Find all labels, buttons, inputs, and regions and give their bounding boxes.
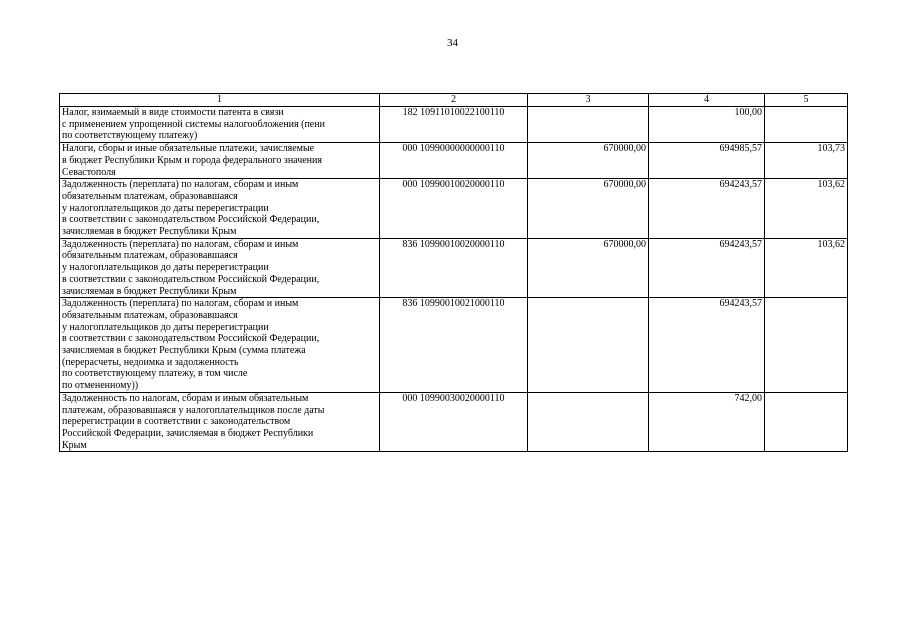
row-actual-cell: 694985,57 — [649, 143, 765, 179]
row-percent-cell — [765, 298, 848, 393]
row-plan-cell — [528, 392, 649, 452]
table-row — [60, 238, 848, 298]
row-name-cell: Задолженность (переплата) по налогам, сборам и иным обязательным платежам, образовавшаяся у налогоплательщиков до даты перерегистрации в соответствии с законодательством Российской Федерации, зачисляемая в бюджет Республики Крым — [60, 238, 380, 298]
page-number: 34 — [447, 37, 458, 49]
row-name-cell: Задолженность (переплата) по налогам, сборам и иным обязательным платежам, образовавшаяся у налогоплательщиков до даты перерегистрации в соответствии с законодательством Российской Федерации, зачисляемая в бюджет Республики Крым — [60, 179, 380, 239]
table-row — [60, 107, 848, 143]
row-actual-cell: 694243,57 — [649, 298, 765, 393]
row-plan-cell: 670000,00 — [528, 143, 649, 179]
row-code-cell: 000 10990010020000110 — [380, 179, 528, 239]
row-plan-cell — [528, 107, 649, 143]
column-header-3: 3 — [528, 94, 649, 107]
row-name-cell: Задолженность по налогам, сборам и иным обязательным платежам, образовавшаяся у налогоплательщиков после даты перерегистрации в соответствии с законодательством Российской Федерации, зачисляемая в бюджет Республики Крым — [60, 392, 380, 452]
row-plan-cell: 670000,00 — [528, 179, 649, 239]
row-code-cell: 000 10990000000000110 — [380, 143, 528, 179]
row-actual-cell: 694243,57 — [649, 238, 765, 298]
column-header-5: 5 — [765, 94, 848, 107]
table-row — [60, 392, 848, 452]
table-row — [60, 298, 848, 393]
table-header-row — [60, 94, 848, 107]
row-plan-cell: 670000,00 — [528, 238, 649, 298]
row-code-cell: 836 10990010020000110 — [380, 238, 528, 298]
table-row — [60, 143, 848, 179]
row-percent-cell: 103,62 — [765, 238, 848, 298]
row-percent-cell: 103,73 — [765, 143, 848, 179]
row-percent-cell: 103,62 — [765, 179, 848, 239]
row-code-cell: 836 10990010021000110 — [380, 298, 528, 393]
row-actual-cell: 694243,57 — [649, 179, 765, 239]
row-actual-cell: 742,00 — [649, 392, 765, 452]
row-plan-cell — [528, 298, 649, 393]
row-percent-cell — [765, 107, 848, 143]
column-header-1: 1 — [60, 94, 380, 107]
budget-revenue-table — [59, 93, 848, 452]
column-header-4: 4 — [649, 94, 765, 107]
column-header-2: 2 — [380, 94, 528, 107]
row-actual-cell: 100,00 — [649, 107, 765, 143]
table-row — [60, 179, 848, 239]
row-name-cell: Налог, взимаемый в виде стоимости патента в связи с применением упрощенной системы налогообложения (пени по соответствующему платежу) — [60, 107, 380, 143]
row-code-cell: 000 10990030020000110 — [380, 392, 528, 452]
row-name-cell: Задолженность (переплата) по налогам, сборам и иным обязательным платежам, образовавшаяся у налогоплательщиков до даты перерегистрации в соответствии с законодательством Российской Федерации, зачисляемая в бюджет Республики Крым (сумма платежа (перерасчеты, недоимка и задолженность по соответствующему платежу, в том числе по отмененному)) — [60, 298, 380, 393]
row-name-cell: Налоги, сборы и иные обязательные платежи, зачисляемые в бюджет Республики Крым и города федерального значения Севастополя — [60, 143, 380, 179]
row-percent-cell — [765, 392, 848, 452]
row-code-cell: 182 10911010022100110 — [380, 107, 528, 143]
